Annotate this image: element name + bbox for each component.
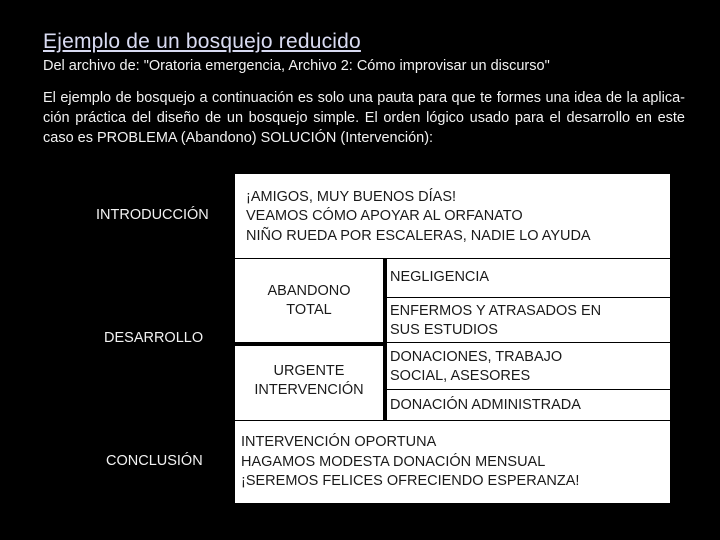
intro-line: NIÑO RUEDA POR ESCALERAS, NADIE LO AYUDA [246,228,591,244]
problem-label: TOTAL [286,302,332,318]
solution-label: INTERVENCIÓN [254,382,364,398]
intro-paragraph: El ejemplo de bosquejo a continuación es solo una pauta para que te formes una idea de la aplica-ción práctica del diseño de un bosquejo simple. El orden lógico usado para el desarrollo en este caso es PROBLEMA (Abandono) SOLUCIÓN (Intervención): [43,90,685,146]
divider [387,342,670,343]
solution-item: DONACIÓN ADMINISTRADA [390,397,581,413]
column-divider [383,259,387,420]
intro-line: VEAMOS CÓMO APOYAR AL ORFANATO [246,208,523,224]
intro-line: ¡AMIGOS, MUY BUENOS DÍAS! [246,189,457,205]
divider [387,389,670,390]
divider [235,420,670,421]
conclusion-line: ¡SEREMOS FELICES OFRECIENDO ESPERANZA! [241,473,580,489]
solution-label: URGENTE [273,363,345,379]
solution-item: SOCIAL, ASESORES [390,368,531,384]
problem-item: NEGLIGENCIA [390,269,490,285]
section-label-desarrollo: DESARROLLO [104,330,204,346]
page-title: Ejemplo de un bosquejo reducido [43,30,361,53]
outline-panel [235,174,670,503]
problem-item: SUS ESTUDIOS [390,322,498,338]
solution-item: DONACIONES, TRABAJO [390,349,563,365]
divider [235,258,670,259]
divider [387,297,670,298]
problem-label: ABANDONO [267,283,351,299]
conclusion-line: INTERVENCIÓN OPORTUNA [241,434,437,450]
section-label-introduccion: INTRODUCCIÓN [96,207,209,223]
section-label-conclusion: CONCLUSIÓN [106,453,203,469]
source-subtitle: Del archivo de: "Oratoria emergencia, Archivo 2: Cómo improvisar un discurso" [43,58,550,74]
conclusion-line: HAGAMOS MODESTA DONACIÓN MENSUAL [241,454,546,470]
divider [235,342,383,346]
problem-item: ENFERMOS Y ATRASADOS EN [390,303,602,319]
